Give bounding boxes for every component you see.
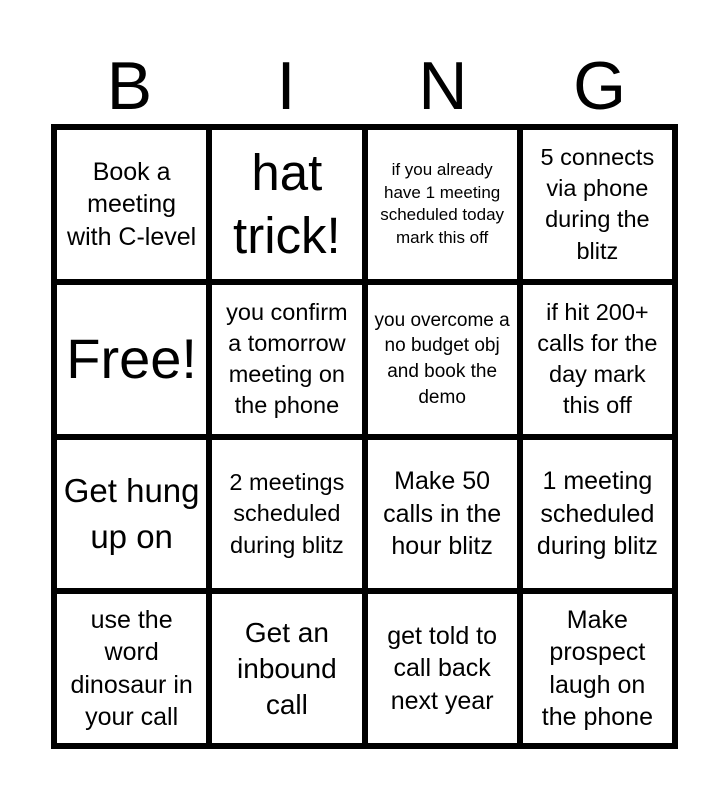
bingo-cell[interactable] <box>523 130 672 279</box>
bingo-cell[interactable] <box>368 285 517 434</box>
bingo-cell[interactable] <box>212 285 361 434</box>
cell-text: Free! <box>66 327 197 391</box>
cell-text: you confirm a tomorrow meeting on the phone <box>226 298 348 419</box>
bingo-cell[interactable] <box>212 130 361 279</box>
bingo-cell[interactable] <box>523 440 672 589</box>
cell-text: 5 connects via phone during the blitz <box>540 143 655 264</box>
header-letter-g: G <box>573 48 627 124</box>
bingo-cell[interactable] <box>523 594 672 743</box>
cell-text: Book a meeting with C-level <box>67 157 197 251</box>
free-space-cell[interactable] <box>57 285 206 434</box>
bingo-cell[interactable] <box>212 594 361 743</box>
bingo-cell[interactable] <box>57 130 206 279</box>
cell-text: 1 meeting scheduled during blitz <box>536 467 658 561</box>
cell-text: 2 meetings scheduled during blitz <box>229 469 345 558</box>
bingo-cell[interactable] <box>368 130 517 279</box>
bingo-cell[interactable] <box>368 440 517 589</box>
cell-text: hat trick! <box>233 143 341 265</box>
cell-text: Make 50 calls in the hour blitz <box>383 467 502 561</box>
header-letter-b: B <box>106 48 153 124</box>
cell-text: use the word dinosaur in your call <box>70 605 193 732</box>
cell-text: Get hung up on <box>63 471 200 555</box>
cell-text: if hit 200+ calls for the day mark this off <box>537 298 658 419</box>
cell-text: Get an inbound call <box>237 616 337 720</box>
header-letter-n: N <box>418 48 468 124</box>
cell-text: get told to call back next year <box>387 621 498 715</box>
bingo-cell[interactable] <box>523 285 672 434</box>
bingo-cell[interactable] <box>57 440 206 589</box>
cell-text: if you already have 1 meeting scheduled today mark this off <box>380 160 505 247</box>
bingo-cell[interactable] <box>368 594 517 743</box>
cell-text: you overcome a no budget obj and book the demo <box>374 309 510 408</box>
bingo-header <box>51 50 678 122</box>
bingo-cell[interactable] <box>212 440 361 589</box>
cell-text: Make prospect laugh on the phone <box>541 605 653 732</box>
header-letter-i: I <box>276 48 296 124</box>
bingo-cell[interactable] <box>57 594 206 743</box>
bingo-board <box>51 124 678 749</box>
